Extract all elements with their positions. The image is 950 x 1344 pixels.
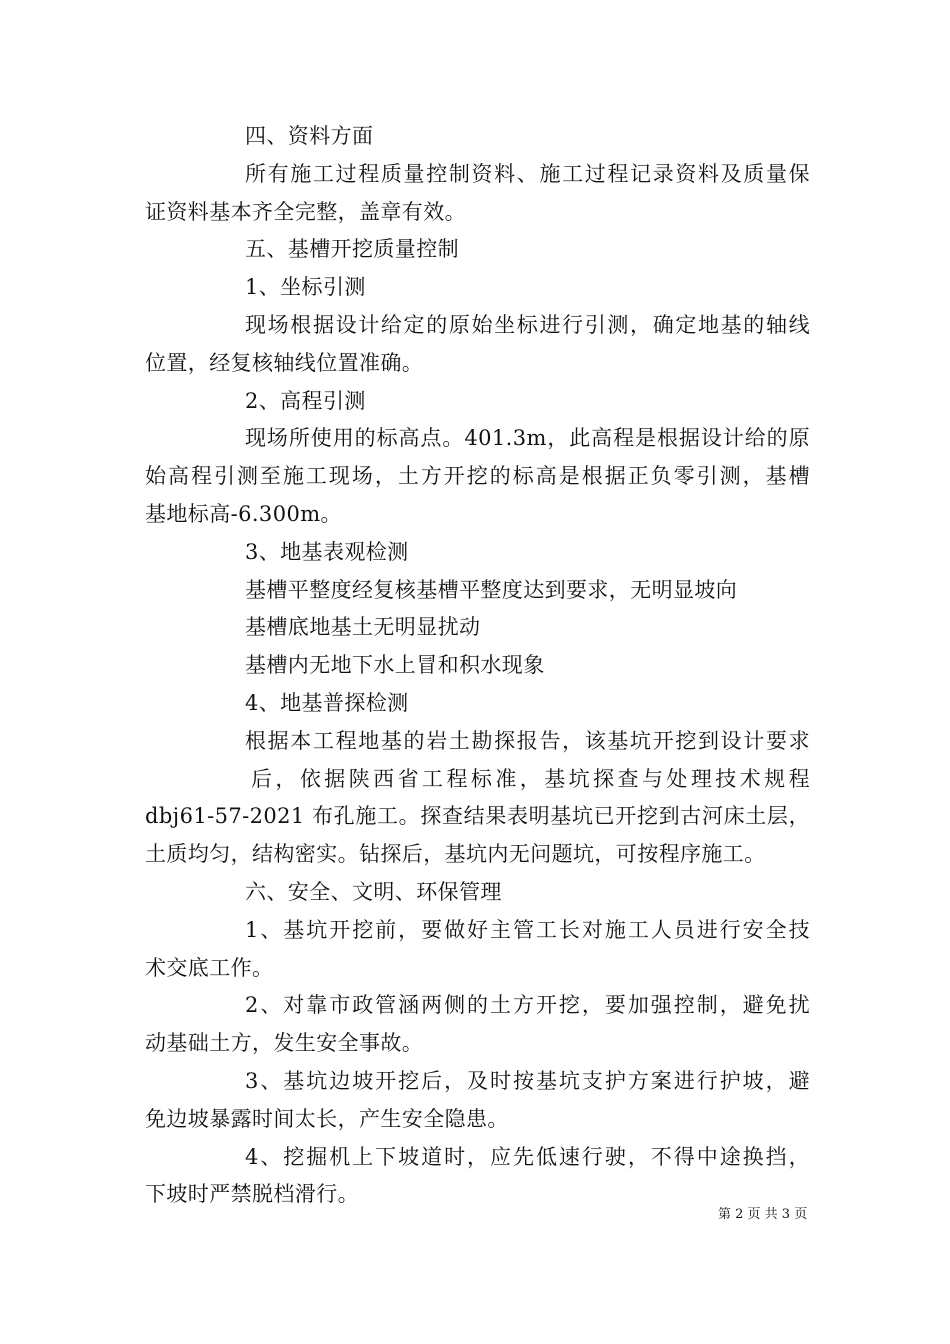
paragraph-line: 基槽内无地下水上冒和积水现象 [245,653,545,678]
paragraph-line: 3、基坑边坡开挖后，及时按基坑支护方案进行护坡，避 [245,1068,810,1093]
paragraph-line: 现场所使用的标高点。401.3m，此高程是根据设计给的原 [245,426,810,451]
paragraph-line: 术交底工作。 [145,955,274,980]
subheading-coordinates: 1、坐标引测 [245,275,366,300]
paragraph-line: 后，依据陕西省工程标准，基坑探查与处理技术规程 [251,766,810,791]
paragraph-line: 4、挖掘机上下坡道时，应先低速行驶，不得中途换挡， [245,1144,810,1169]
subheading-probe-inspection: 4、地基普探检测 [245,690,409,715]
paragraph-line: 下坡时严禁脱档滑行。 [145,1182,359,1207]
paragraph-line: dbj61-57-2021 布孔施工。探查结果表明基坑已开挖到古河床土层， [145,804,810,829]
paragraph-line: 位置，经复核轴线位置准确。 [145,350,424,375]
subheading-surface-inspection: 3、地基表观检测 [245,539,409,564]
paragraph-line: 土质均匀，结构密实。钻探后，基坑内无问题坑，可按程序施工。 [145,842,766,867]
paragraph-line: 免边坡暴露时间太长，产生安全隐患。 [145,1106,509,1131]
paragraph-line: 2、对靠市政管涵两侧的土方开挖，要加强控制，避免扰 [245,993,810,1018]
paragraph-line: 所有施工过程质量控制资料、施工过程记录资料及质量保 [245,161,810,186]
subheading-elevation: 2、高程引测 [245,388,366,413]
page-number: 第 2 页 共 3 页 [718,1207,808,1222]
section-heading-safety: 六、安全、文明、环保管理 [245,879,502,904]
paragraph-line: 现场根据设计给定的原始坐标进行引测，确定地基的轴线 [245,312,810,337]
paragraph-line: 基槽底地基土无明显扰动 [245,615,481,640]
section-heading-materials: 四、资料方面 [245,124,374,148]
paragraph-line: 基地标高-6.300m。 [145,501,342,526]
section-heading-excavation: 五、基槽开挖质量控制 [245,237,459,262]
paragraph-line: 基槽平整度经复核基槽平整度达到要求，无明显坡向 [245,577,738,602]
paragraph-line: 证资料基本齐全完整，盖章有效。 [145,199,466,224]
paragraph-line: 动基础土方，发生安全事故。 [145,1031,424,1056]
paragraph-line: 1、基坑开挖前，要做好主管工长对施工人员进行安全技 [245,917,810,942]
document-body [145,118,810,1214]
paragraph-line: 始高程引测至施工现场，土方开挖的标高是根据正负零引测，基槽 [145,464,810,489]
paragraph-line: 根据本工程地基的岩土勘探报告，该基坑开挖到设计要求 [245,728,810,753]
